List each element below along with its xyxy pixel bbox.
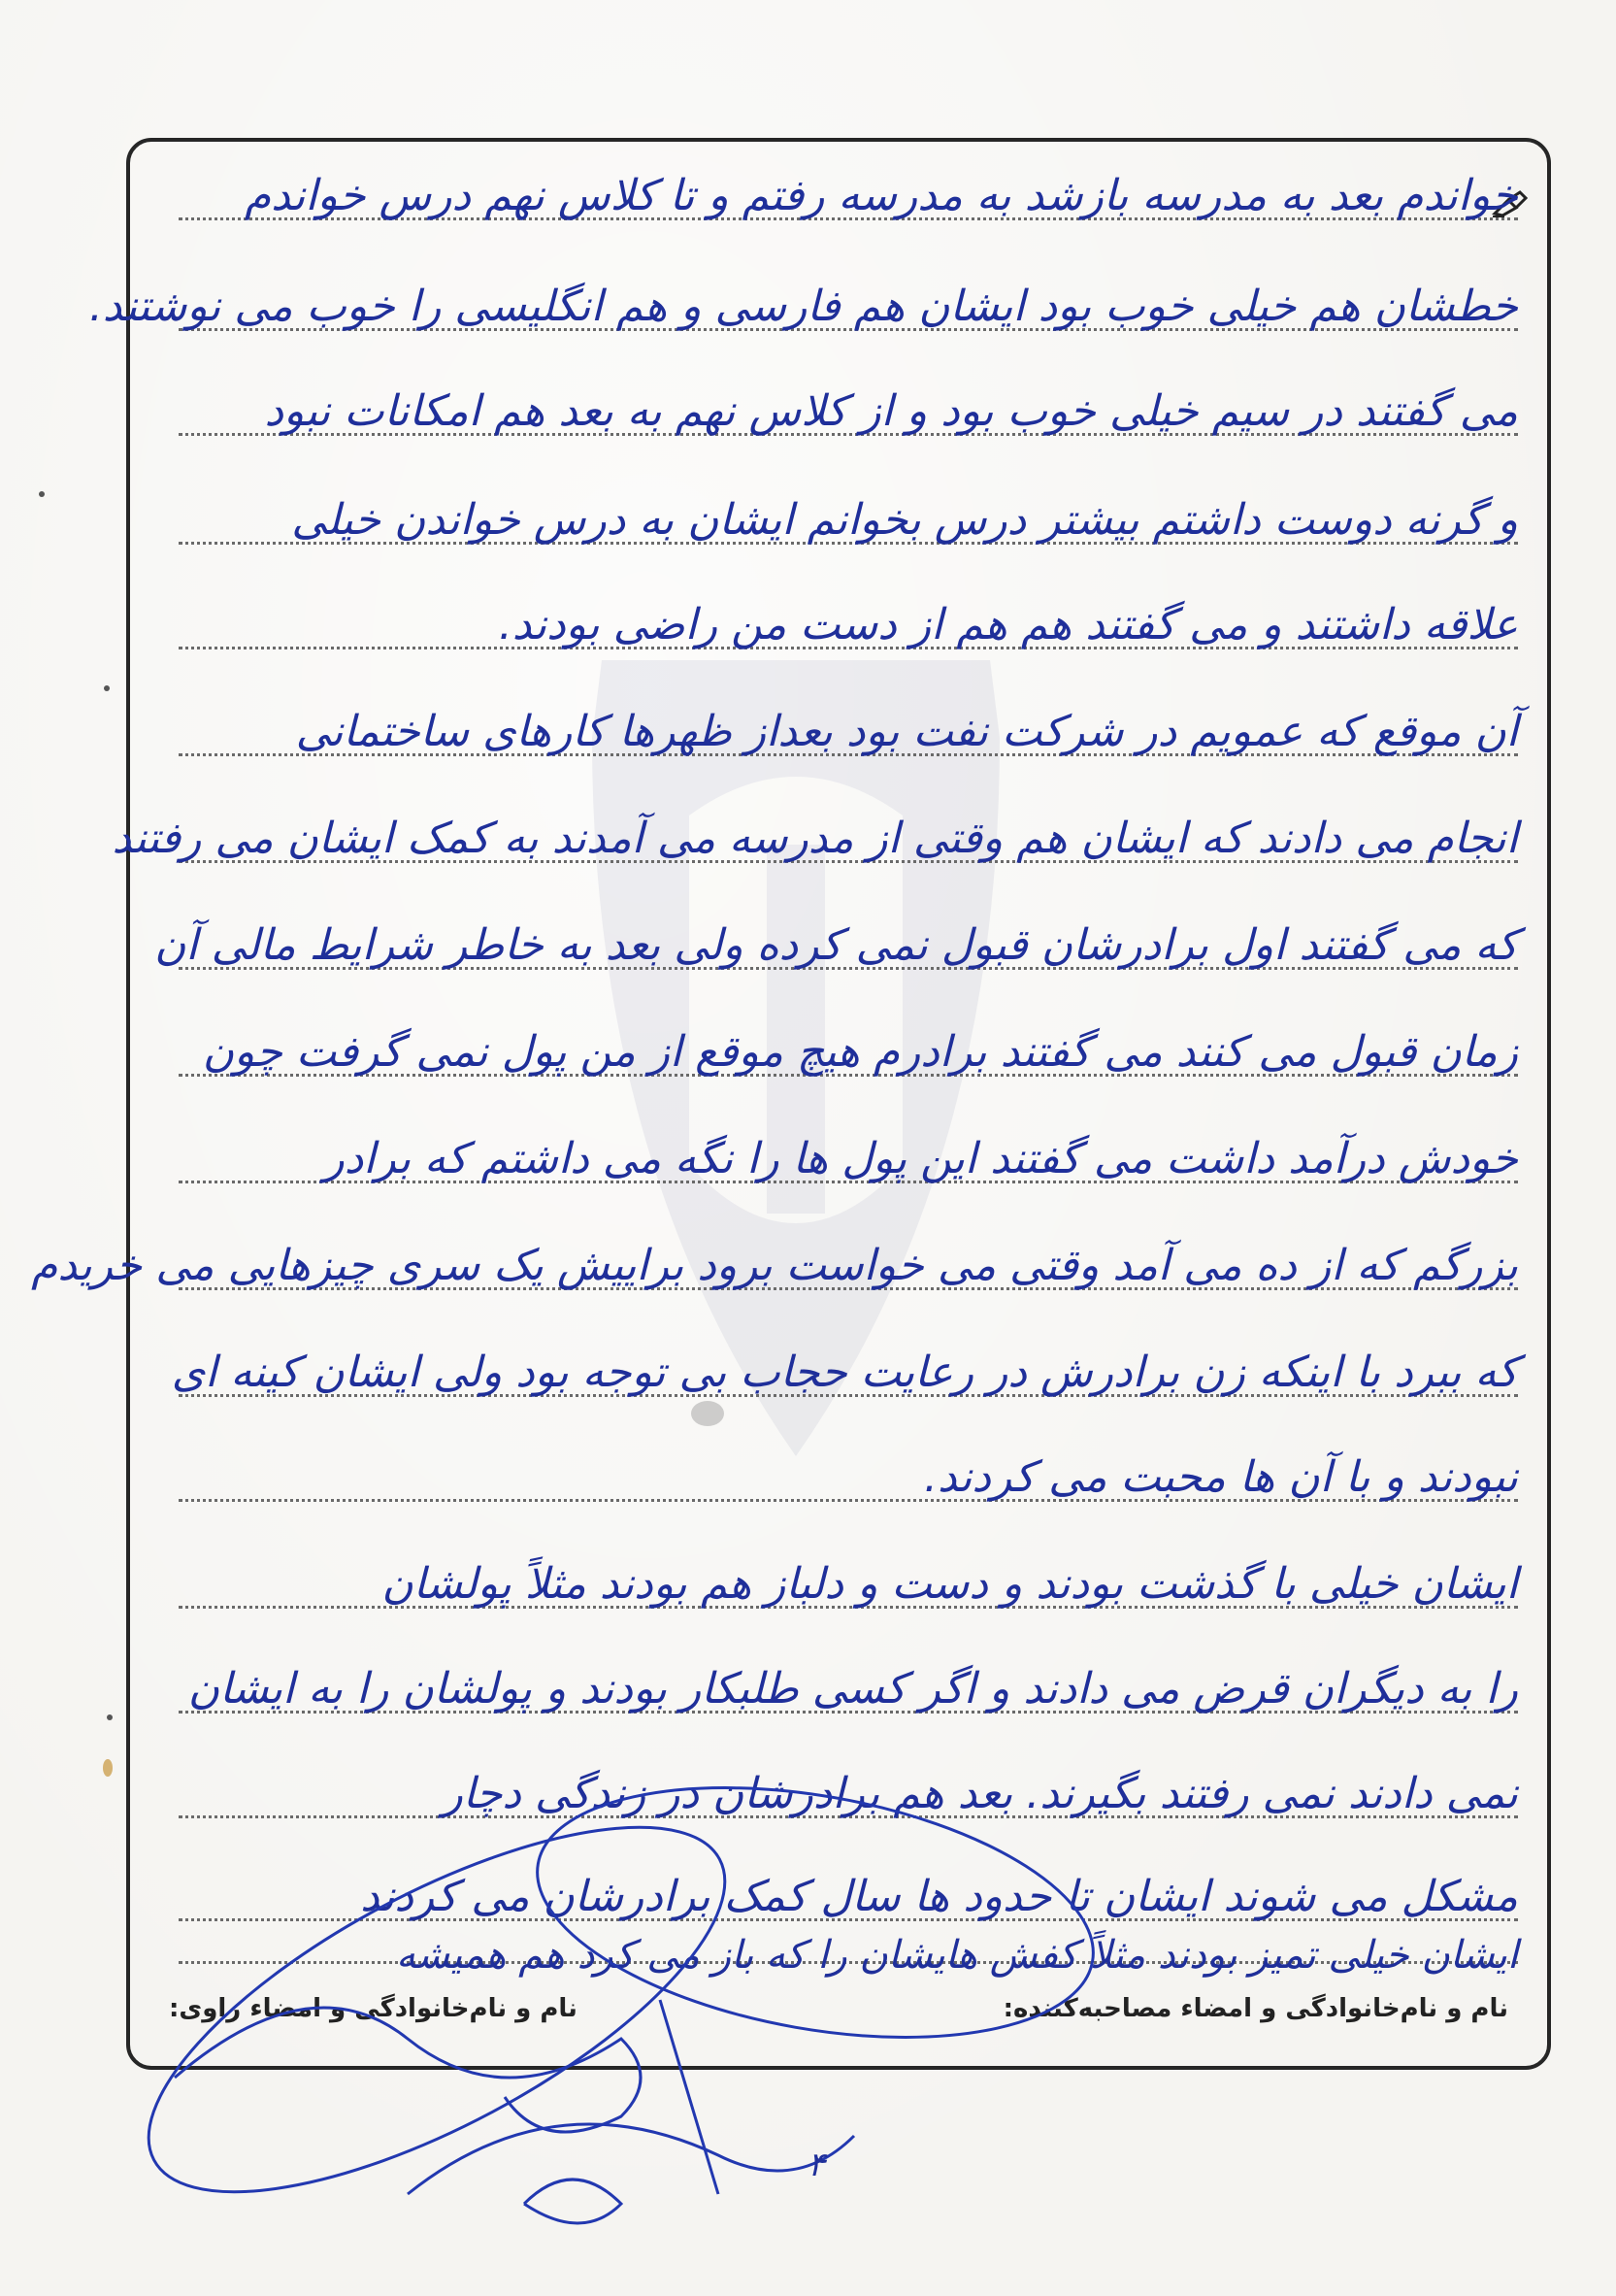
handwritten-line: ایشان خیلی تمیز بودند مثلاً کفش هایشان را که باز می کرد هم همیشه [396,1933,1518,1978]
handwritten-line: زمان قبول می کنند می گفتند برادرم هیچ موقع از من پول نمی گرفت چون [202,1027,1518,1077]
handwritten-line: خطشان هم خیلی خوب بود ایشان هم فارسی و هم انگلیسی را خوب می نوشتند. [88,282,1518,331]
margin-dot [104,685,110,691]
page-number: ۴ [808,2146,826,2184]
handwritten-line: علاقه داشتند و می گفتند هم هم از دست من راضی بودند. [498,600,1518,649]
handwritten-line: و گرنه دوست داشتم بیشتر درس بخوانم ایشان به درس خواندن خیلی [291,495,1518,545]
margin-dot [107,1714,113,1720]
handwritten-line: آن موقع که عمویم در شرکت نفت بود بعداز ظهرها کارهای ساختمانی [295,707,1518,756]
content-frame [31,138,1551,2070]
margin-dot [39,491,45,497]
handwritten-line: را به دیگران قرض می دادند و اگر کسی طلبکار بودند و پولشان را به ایشان [187,1664,1518,1714]
handwritten-line: نمی دادند نمی رفتند بگیرند. بعد هم برادرشان در زندگی دچار [442,1769,1518,1818]
interviewer-signature-label: نام و نام‌خانوادگی و امضاء مصاحبه‌کننده: [1003,1994,1508,2023]
handwritten-line: نبودند و با آن ها محبت می کردند. [924,1452,1518,1502]
handwritten-line: مشکل می شوند ایشان تا حدود ها سال کمک برادرشان می کردند [360,1872,1518,1921]
signature-drawing [116,1786,1184,2272]
handwritten-line: که می گفتند اول برادرشان قبول نمی کرده ولی بعد به خاطر شرایط مالی آن [154,920,1518,970]
handwritten-line: می گفتند در سیم خیلی خوب بود و از کلاس نهم به بعد هم امکانات نبود [264,386,1518,436]
stain-mark [103,1759,113,1777]
narrator-signature-label: نام و نام‌خانوادگی و امضاء راوی: [169,1994,577,2023]
handwritten-line: خودش درآمد داشت می گفتند این پول ها را نگه می داشتم که برادر [323,1134,1518,1183]
handwritten-line: انجام می دادند که ایشان هم وقتی از مدرسه می آمدند به کمک ایشان می رفتند [112,814,1518,863]
handwritten-line: بزرگم که از ده می آمد وقتی می خواست برود براییش یک سری چیزهایی می خریدم [31,1241,1518,1290]
handwritten-line: خواندم بعد به مدرسه بازشد به مدرسه رفتم و تا کلاس نهم درس خواندم [244,171,1518,220]
handwritten-line: که ببرد با اینکه زن برادرش در رعایت حجاب بی توجه بود ولی ایشان کینه ای [171,1348,1518,1397]
handwritten-line: ایشان خیلی با گذشت بودند و دست و دلباز هم بودند مثلاً پولشان [381,1559,1518,1609]
